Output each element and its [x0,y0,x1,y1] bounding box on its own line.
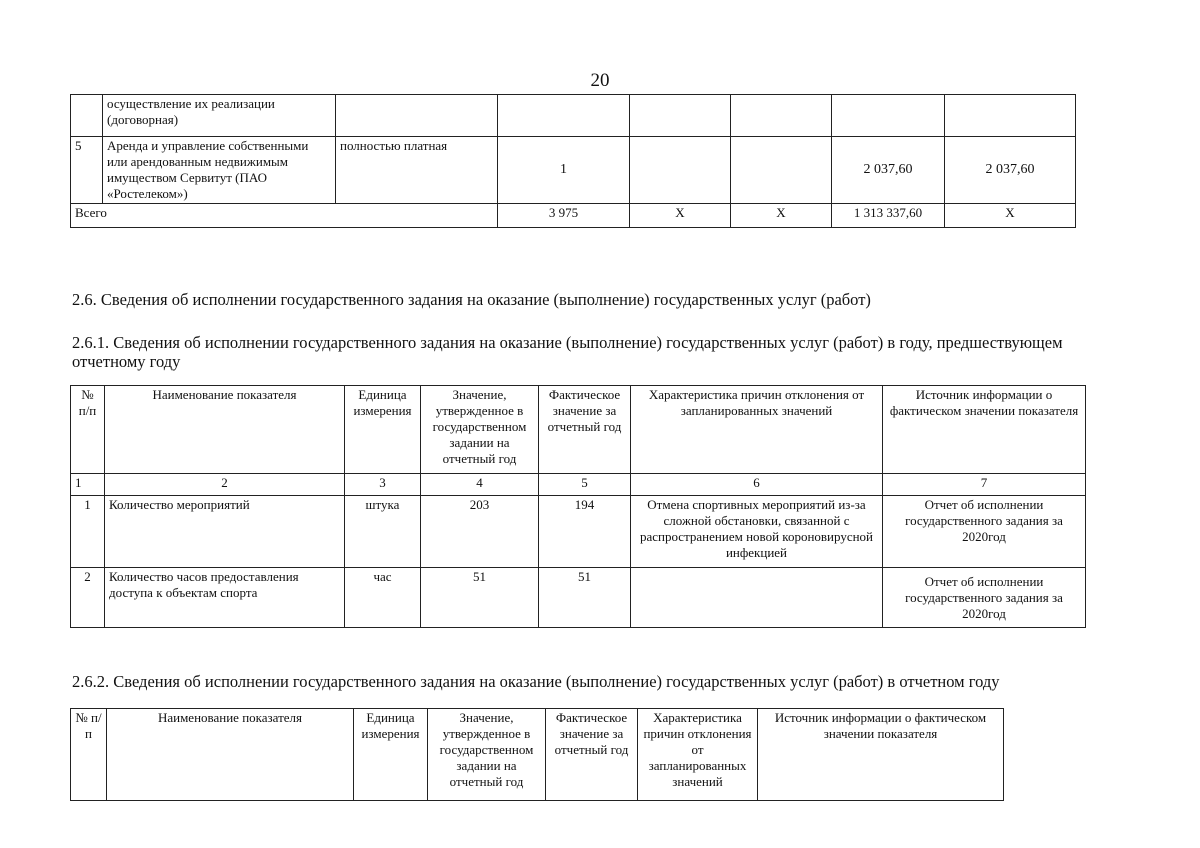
table-row-total [71,204,1076,228]
section-heading-2-6-1: 2.6.1. Сведения об исполнении государственного задания на оказание (выполнение) государственных услуг (работ) в году, предшествующем отчетному году [72,333,1063,371]
cell-total-x2: Х [731,204,832,228]
header-indicator: Наименование показателя [105,386,345,474]
header-reason: Характеристика причин отклонения от запланированных значений [638,709,758,801]
cell-revenue: 2 037,60 [832,137,945,204]
revenue-table [70,94,1076,228]
header-fact: Фактическое значение за отчетный год [539,386,631,474]
section-heading-2-6: 2.6. Сведения об исполнении государственного задания на оказание (выполнение) государственных услуг (работ) [72,290,871,309]
cell-name: Аренда и управление собственными или арендованным недвижимым имуществом Сервитут (ПАО «Ростелеком») [103,137,336,204]
header-fact: Фактическое значение за отчетный год [546,709,638,801]
header-indicator: Наименование показателя [107,709,354,801]
header-unit: Единица измерения [354,709,428,801]
table-header-row [71,386,1086,474]
state-assignment-current-year-table [70,708,1004,801]
table-colnum-row: 1 2 3 4 5 6 7 [71,474,1086,496]
cell-type: полностью платная [336,137,498,204]
cell-price: 2 037,60 [945,137,1076,204]
cell-total-x1: Х [630,204,731,228]
state-assignment-prev-year-table [70,385,1086,628]
table-row: 2 Количество часов предоставления доступа к объектам спорта час 51 51 Отчет об исполнении государственного задания за 2020год [71,568,1086,628]
table-row: 1 Количество мероприятий штука 203 194 Отмена спортивных мероприятий из-за сложной обстановки, связанной с распространением новой короновирусной инфекцией Отчет об исполнении государственного задания за 2020год [71,496,1086,568]
header-num: № п/п [71,709,107,801]
cell-total-qty: 3 975 [498,204,630,228]
cell-total-revenue: 1 313 337,60 [832,204,945,228]
header-source: Источник информации о фактическом значении показателя [758,709,1004,801]
cell-num: 5 [71,137,103,204]
page-number: 20 [590,70,610,91]
cell-total-label: Всего [71,204,498,228]
header-num: № п/п [71,386,105,474]
section-heading-2-6-2: 2.6.2. Сведения об исполнении государственного задания на оказание (выполнение) государственных услуг (работ) в отчетном году [72,672,1000,691]
header-reason: Характеристика причин отклонения от запланированных значений [631,386,883,474]
cell-name: осуществление их реализации (договорная) [103,95,336,137]
header-plan: Значение, утвержденное в государственном задании на отчетный год [421,386,539,474]
header-unit: Единица измерения [345,386,421,474]
cell-qty: 1 [498,137,630,204]
table-row [71,137,1076,204]
cell-total-x3: Х [945,204,1076,228]
header-plan: Значение, утвержденное в государственном задании на отчетный год [428,709,546,801]
table-header-row [71,709,1004,801]
table-row [71,95,1076,137]
header-source: Источник информации о фактическом значении показателя [883,386,1086,474]
